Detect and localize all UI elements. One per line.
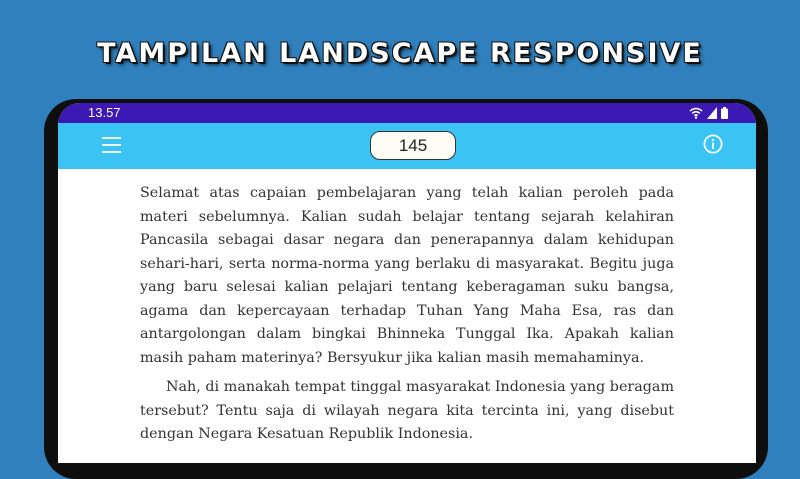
status-bar	[58, 103, 756, 123]
status-icons	[689, 106, 728, 120]
info-icon[interactable]	[703, 134, 723, 154]
paragraph: Selamat atas capaian pembelajaran yang telah kalian peroleh pada materi sebelumnya. Kalian sudah belajar tentang sejarah kelahiran Pancasila sebagai dasar negara dan penerapannya dalam kehidupan sehari-hari, serta norma-norma yang berlaku di masyarakat. Begitu juga yang baru selesai kalian pelajari tentang keberagaman suku bangsa, agama dan kepercayaan terhadap Tuhan Yang Maha Esa, ras dan antargolongan dalam bingkai Bhinneka Tunggal Ika. Apakah kalian masih paham materinya? Bersyukur jika kalian masih memahaminya.	[140, 185, 674, 366]
battery-icon	[721, 107, 728, 119]
status-time: 13.57	[88, 105, 121, 120]
app-bar	[58, 123, 756, 169]
wifi-icon	[689, 107, 703, 119]
reading-content	[140, 182, 674, 447]
page-number-button[interactable]: 145	[370, 131, 456, 160]
phone-screen	[58, 103, 756, 463]
banner-title: TAMPILAN LANDSCAPE RESPONSIVE	[97, 38, 703, 69]
hamburger-menu-icon[interactable]	[102, 135, 124, 155]
paragraph: Nah, di manakah tempat tinggal masyarakat Indonesia yang beragam tersebut? Tentu saja di wilayah negara kita tercinta ini, yang disebut dengan Negara Kesatuan Republik Indonesia.	[140, 379, 674, 442]
signal-icon	[707, 107, 717, 119]
